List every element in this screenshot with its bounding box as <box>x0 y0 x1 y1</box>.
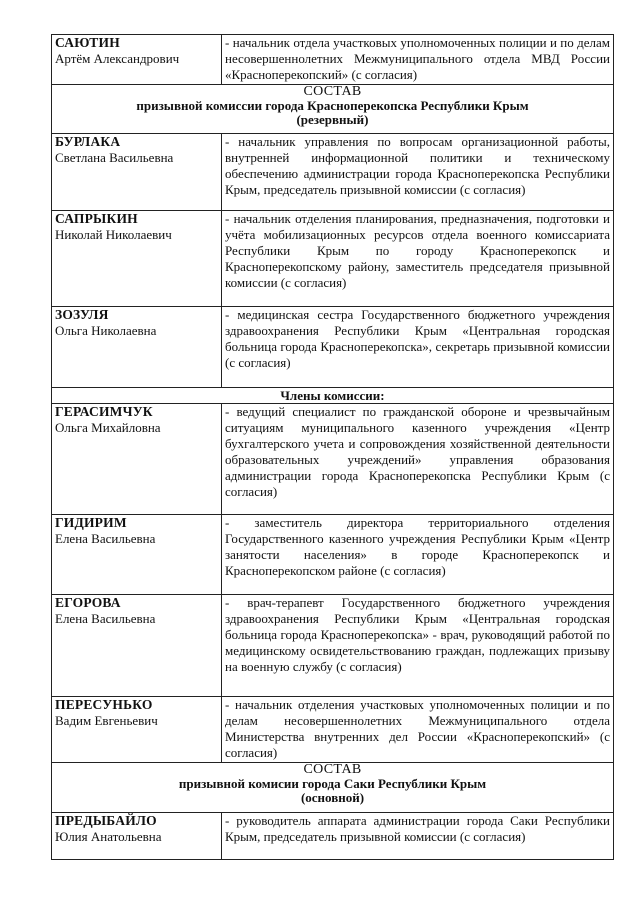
person-position: - руководитель аппарата администрации города Саки Республики Крым, председатель призывной комиссии (с согласия) <box>222 813 614 860</box>
table-row <box>52 35 614 85</box>
members-heading: Члены комиссии: <box>52 388 614 404</box>
person-surname: ГЕРАСИМЧУК <box>55 404 153 419</box>
person-name-cell <box>52 813 222 860</box>
person-surname: САЮТИН <box>55 35 120 50</box>
person-surname: ЕГОРОВА <box>55 595 121 610</box>
person-given-name: Ольга Николаевна <box>55 323 157 338</box>
person-surname: САПРЫКИН <box>55 211 138 226</box>
person-name-cell <box>52 211 222 307</box>
person-position: - врач-терапевт Государственного бюджетного учреждения здравоохранения Республики Крым «Центральная городская больница города Красноперекопска» - врач, руководящий работой по медицинскому освидетельствованию граждан, подлежащих призыву на военную службу (с согласия) <box>222 595 614 697</box>
person-given-name: Елена Васильевна <box>55 611 156 626</box>
person-surname: ПЕРЕСУНЬКО <box>55 697 153 712</box>
table-row <box>52 813 614 860</box>
section-title: СОСТАВ <box>303 762 362 777</box>
person-position: - начальник отделения участковых уполномоченных полиции и по делам несовершеннолетних Межмуниципального отдела Министерства внутренних дел России «Красноперекопский» (с согласия) <box>222 697 614 763</box>
section-header-row <box>52 85 614 134</box>
table-row <box>52 307 614 388</box>
person-name-cell <box>52 134 222 211</box>
person-given-name: Николай Николаевич <box>55 227 172 242</box>
person-position: - начальник управления по вопросам организационной работы, внутренней информационной политики и техническому обеспечению администрации города Красноперекопска Республики Крым, председатель призывной комиссии (с согласия) <box>222 134 614 211</box>
table-row <box>52 211 614 307</box>
person-given-name: Вадим Евгеньевич <box>55 713 158 728</box>
person-name-cell <box>52 595 222 697</box>
person-position: - начальник отдела участковых уполномоченных полиции и по делам несовершеннолетних Межмуниципального отдела МВД России «Красноперекопский» (с согласия) <box>222 35 614 85</box>
person-surname: БУРЛАКА <box>55 134 121 149</box>
section-subtitle: призывной комисии города Саки Республики Крым <box>178 776 487 791</box>
table-row <box>52 697 614 763</box>
person-given-name: Ольга Михайловна <box>55 420 161 435</box>
document-page <box>51 34 614 860</box>
person-position: - заместитель директора территориального отделения Государственного казенного учреждения Республики Крым «Центр занятости населения» в городе Красноперекопск и Красноперекопском районе (с согласия) <box>222 515 614 595</box>
person-surname: ПРЕДЫБАЙЛО <box>55 813 157 828</box>
section-subtitle: призывной комиссии города Красноперекопска Республики Крым <box>136 98 529 113</box>
table-row <box>52 515 614 595</box>
table-row <box>52 595 614 697</box>
section-header <box>52 763 614 813</box>
section-variant: (основной) <box>300 790 365 805</box>
person-surname: ЗОЗУЛЯ <box>55 307 109 322</box>
section-title: СОСТАВ <box>303 84 362 99</box>
person-given-name: Елена Васильевна <box>55 531 156 546</box>
person-position: - начальник отделения планирования, предназначения, подготовки и учёта мобилизационных ресурсов отдела военного комиссариата Республики Крым по городу Красноперекопск и Красноперекопскому району, заместитель председателя призывной комиссии (с согласия) <box>222 211 614 307</box>
person-given-name: Светлана Васильевна <box>55 150 174 165</box>
person-surname: ГИДИРИМ <box>55 515 127 530</box>
section-header-row <box>52 763 614 813</box>
person-position: - ведущий специалист по гражданской обороне и чрезвычайным ситуациям муниципального казенного учреждения «Центр бухгалтерского учета и сопровождения хозяйственной деятельности образовательных учреждений» управления образования администрации города Красноперекопска Республики Крым (с согласия) <box>222 404 614 515</box>
members-header-row <box>52 388 614 404</box>
table-row <box>52 404 614 515</box>
table-row <box>52 134 614 211</box>
person-name-cell <box>52 35 222 85</box>
person-given-name: Артём Александрович <box>55 51 180 66</box>
person-name-cell <box>52 307 222 388</box>
commission-table <box>51 34 614 860</box>
person-name-cell <box>52 515 222 595</box>
section-variant: (резервный) <box>296 112 369 127</box>
person-given-name: Юлия Анатольевна <box>55 829 162 844</box>
person-name-cell <box>52 697 222 763</box>
person-position: - медицинская сестра Государственного бюджетного учреждения здравоохранения Республики Крым «Центральная городская больница города Красноперекопска», секретарь призывной комиссии (с согласия) <box>222 307 614 388</box>
section-header <box>52 85 614 134</box>
person-name-cell <box>52 404 222 515</box>
